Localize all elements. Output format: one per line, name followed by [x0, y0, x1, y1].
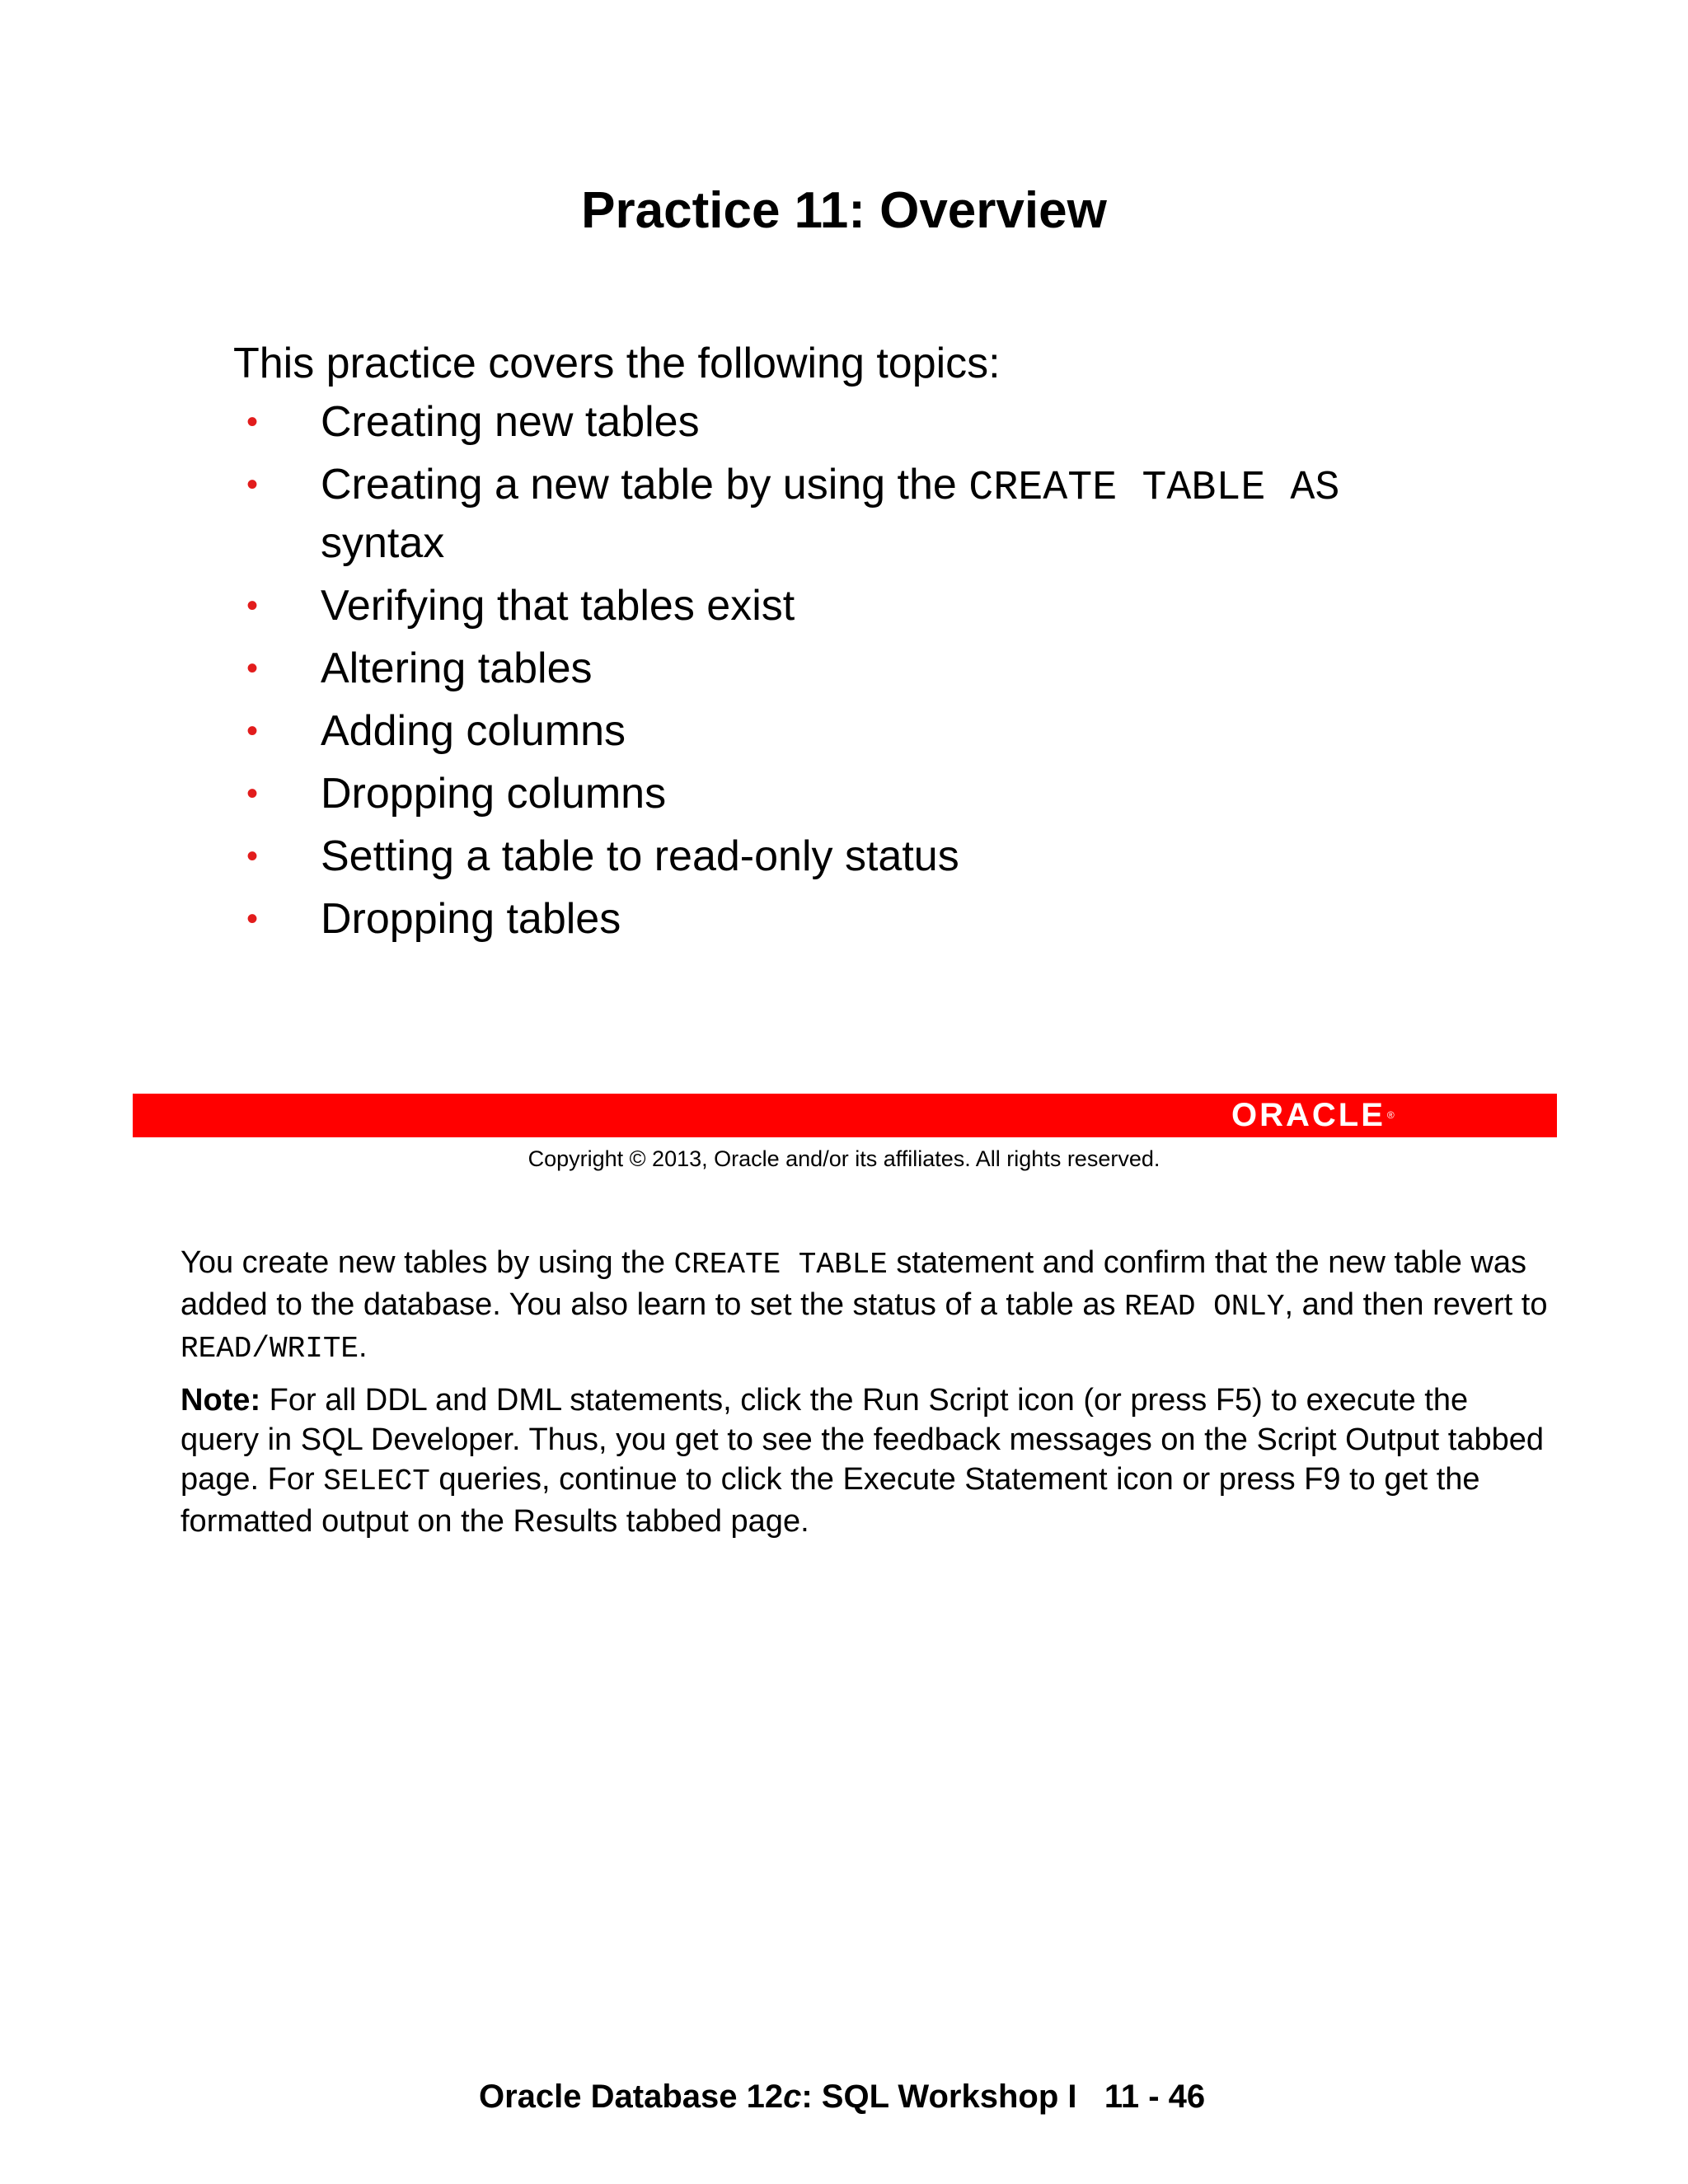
- footer-course-italic: c: [783, 2079, 802, 2115]
- notes-code: READ ONLY: [1124, 1290, 1285, 1324]
- notes-text: statement and confirm that the new table was added to the database. You also learn to set the status of a table as: [181, 1245, 1527, 1322]
- topic-text: Setting a table to read-only status: [321, 832, 959, 880]
- note-paragraph: [181, 1380, 1549, 1541]
- bullet-icon: •: [246, 838, 259, 874]
- note-label: Note:: [181, 1383, 261, 1418]
- topic-item: [233, 829, 1453, 883]
- topic-text: Creating a new table by using the: [321, 461, 969, 509]
- topic-item: [233, 457, 1453, 570]
- page-number: 11 - 46: [1104, 2079, 1206, 2115]
- registered-mark: ®: [1386, 1109, 1395, 1121]
- copyright-notice: Copyright © 2013, Oracle and/or its affiliates. All rights reserved.: [528, 1146, 1160, 1171]
- topic-item: [233, 704, 1453, 758]
- notes-text: queries, continue to click the Execute Statement icon or press F9 to get the formatted output on the Results tabbed page.: [181, 1462, 1480, 1539]
- topic-item: [233, 641, 1453, 696]
- footer-course-suffix: : SQL Workshop I: [801, 2079, 1077, 2115]
- bullet-icon: •: [246, 404, 259, 440]
- notes-code: SELECT: [323, 1465, 430, 1498]
- topic-item: [233, 579, 1453, 633]
- topics-list: [233, 395, 1453, 954]
- notes-paragraph: [181, 1243, 1549, 1369]
- topic-item: [233, 766, 1453, 821]
- footer-line: [479, 2075, 1205, 2118]
- notes-text: , and then revert to: [1284, 1287, 1548, 1322]
- topics-intro: This practice covers the following topics:: [233, 340, 1001, 387]
- instructor-notes: [181, 1243, 1549, 1553]
- notes-code: READ/WRITE: [181, 1332, 359, 1366]
- notes-text: .: [359, 1329, 368, 1364]
- bullet-icon: •: [246, 713, 259, 749]
- bullet-icon: •: [246, 901, 259, 937]
- topic-item: [233, 892, 1453, 946]
- bullet-icon: •: [246, 650, 259, 687]
- bullet-icon: •: [246, 776, 259, 812]
- slide-title: Practice 11: Overview: [581, 182, 1107, 239]
- notes-text: You create new tables by using the: [181, 1245, 674, 1280]
- oracle-logo-text: ORACLE: [1231, 1096, 1386, 1133]
- topic-text: Dropping columns: [321, 770, 667, 818]
- topic-code: CREATE TABLE AS: [968, 465, 1340, 512]
- topic-text: Verifying that tables exist: [321, 582, 795, 630]
- footer-course: Oracle Database 12: [479, 2079, 784, 2115]
- topic-text-after: syntax: [321, 519, 445, 567]
- topic-text: Altering tables: [321, 644, 593, 692]
- topic-text: Creating new tables: [321, 398, 700, 446]
- topic-text: Adding columns: [321, 707, 626, 755]
- notes-text: For all DDL and DML statements, click the Run Script icon (or press F5) to execute the query in SQL Developer. Thus, you get to see the feedback messages on the Script Output tabbed page. For: [181, 1383, 1545, 1497]
- bullet-icon: •: [246, 466, 259, 503]
- bullet-icon: •: [246, 588, 259, 624]
- topic-text: Dropping tables: [321, 895, 621, 943]
- oracle-logo: [1231, 1094, 1395, 1136]
- topic-item: [233, 395, 1453, 449]
- notes-code: CREATE TABLE: [673, 1248, 888, 1282]
